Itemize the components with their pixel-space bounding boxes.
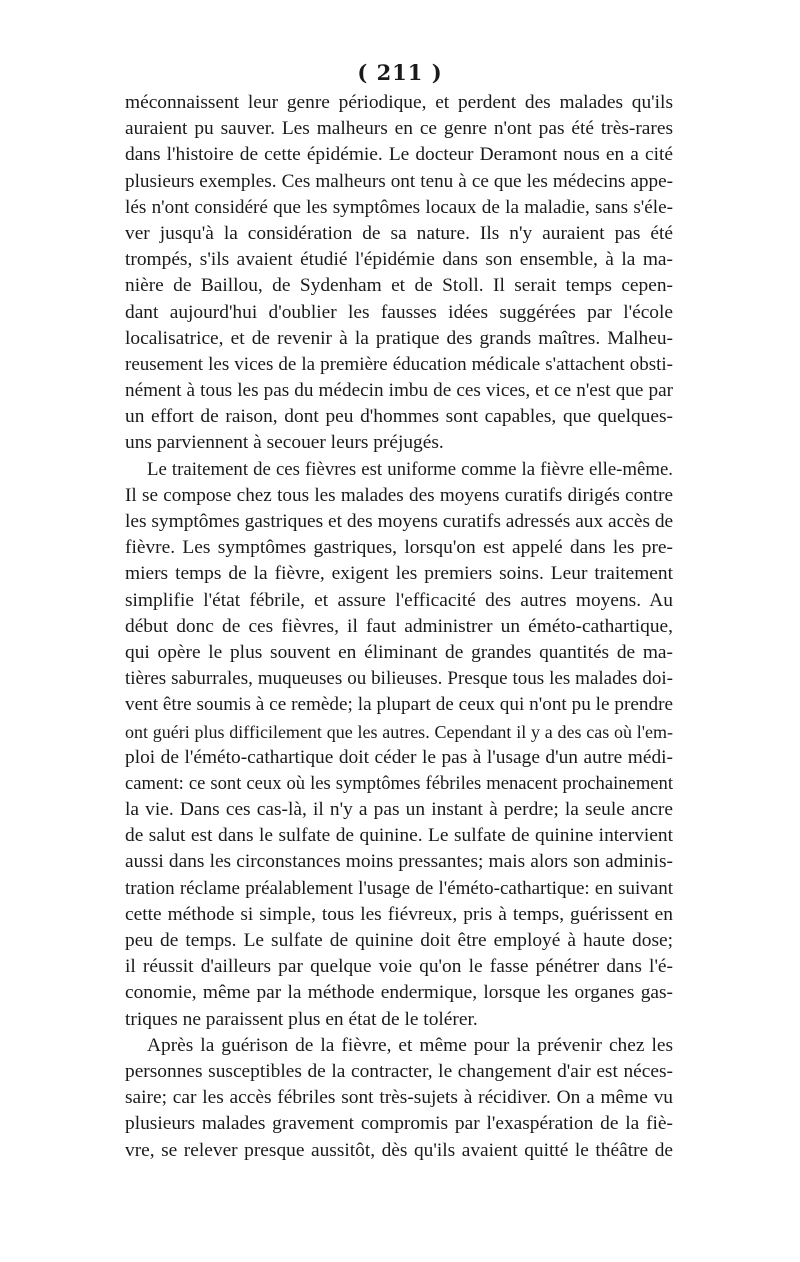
text-line: ploi de l'éméto-cathartique doit céder le pas à l'usage d'un autre médi- xyxy=(125,746,673,768)
body-text xyxy=(125,90,673,1164)
text-line: début donc de ces fièvres, il faut administrer un éméto-cathartique, xyxy=(125,615,673,637)
text-line: cette méthode si simple, tous les fiévreux, pris à temps, guérissent en xyxy=(125,903,673,925)
text-line: nément à tous les pas du médecin imbu de ces vices, et ce n'est que par xyxy=(125,380,673,402)
page-number: ( 211 ) xyxy=(357,60,443,85)
text-line: uns parviennent à secouer leurs préjugés. xyxy=(125,432,444,454)
text-line: reusement les vices de la première éducation médicale s'attachent obsti- xyxy=(125,353,673,375)
text-line: plusieurs exemples. Ces malheurs ont tenu à ce que les médecins appe- xyxy=(125,170,673,192)
text-line: Le traitement de ces fièvres est uniforme comme la fièvre elle-même. xyxy=(147,458,673,480)
text-line: simplifie l'état fébrile, et assure l'efficacité des autres moyens. Au xyxy=(125,589,673,611)
text-line: méconnaissent leur genre périodique, et perdent des malades qu'ils xyxy=(125,92,673,113)
text-line: il réussit d'ailleurs par quelque voie qu'on le fasse pénétrer dans l'é- xyxy=(125,956,673,978)
text-line: la vie. Dans ces cas-là, il n'y a pas un instant à perdre; la seule ancre xyxy=(125,799,673,821)
text-line: dant aujourd'hui d'oublier les fausses idées suggérées par l'école xyxy=(125,301,673,323)
text-line: localisatrice, et de revenir à la pratique des grands maîtres. Malheu- xyxy=(125,327,673,349)
text-line: personnes susceptibles de la contracter, le changement d'air est néces- xyxy=(125,1060,673,1082)
text-line: ver jusqu'à la considération de sa nature. Ils n'y auraient pas été xyxy=(125,222,673,244)
text-line: vre, se relever presque aussitôt, dès qu'ils avaient quitté le théâtre de xyxy=(125,1139,673,1161)
text-line: vent être soumis à ce remède; la plupart de ceux qui n'ont pu le prendre xyxy=(125,694,673,716)
text-line: tières saburrales, muqueuses ou bilieuses. Presque tous les malades doi- xyxy=(125,668,673,690)
text-line: triques ne paraissent plus en état de le tolérer. xyxy=(125,1008,478,1030)
text-line: trompés, s'ils avaient étudié l'épidémie dans son ensemble, à la ma- xyxy=(125,249,673,271)
text-line: Il se compose chez tous les malades des moyens curatifs dirigés contre xyxy=(125,484,673,506)
paragraph-2 xyxy=(125,457,673,1033)
text-line: un effort de raison, dont peu d'hommes sont capables, que quelques- xyxy=(125,406,673,428)
text-line: miers temps de la fièvre, exigent les premiers soins. Leur traitement xyxy=(125,563,673,585)
text-line: conomie, même par la méthode endermique, lorsque les organes gas- xyxy=(125,982,673,1004)
text-line: dans l'histoire de cette épidémie. Le docteur Deramont nous en a cité xyxy=(125,144,673,166)
text-line: lés n'ont considéré que les symptômes locaux de la maladie, sans s'éle- xyxy=(125,196,673,218)
text-line: ont guéri plus difficilement que les autres. Cependant il y a des cas où l'em- xyxy=(125,721,673,742)
text-line: tration réclame préalablement l'usage de l'éméto-cathartique: en suivant xyxy=(125,877,673,899)
paragraph-1 xyxy=(125,90,673,457)
text-line: plusieurs malades gravement compromis par l'exaspération de la fiè- xyxy=(125,1113,673,1135)
paragraph-3 xyxy=(125,1033,673,1164)
text-line: qui opère le plus souvent en éliminant de grandes quantités de ma- xyxy=(125,641,673,663)
text-line: aussi dans les circonstances moins pressantes; mais alors son adminis- xyxy=(125,851,673,873)
text-line: cament: ce sont ceux où les symptômes fébriles menacent prochainement xyxy=(125,772,673,794)
text-line: saire; car les accès fébriles sont très-sujets à récidiver. On a même vu xyxy=(125,1087,673,1109)
text-line: fièvre. Les symptômes gastriques, lorsqu'on est appelé dans les pre- xyxy=(125,537,673,559)
text-line: Après la guérison de la fièvre, et même pour la prévenir chez les xyxy=(147,1034,673,1056)
text-line: les symptômes gastriques et des moyens curatifs adressés aux accès de xyxy=(125,511,673,532)
text-line: nière de Baillou, de Sydenham et de Stoll. Il serait temps cepen- xyxy=(125,275,673,297)
text-line: peu de temps. Le sulfate de quinine doit être employé à haute dose; xyxy=(125,930,673,951)
text-line: auraient pu sauver. Les malheurs en ce genre n'ont pas été très-rares xyxy=(125,118,673,140)
text-line: de salut est dans le sulfate de quinine. Le sulfate de quinine intervient xyxy=(125,825,673,847)
